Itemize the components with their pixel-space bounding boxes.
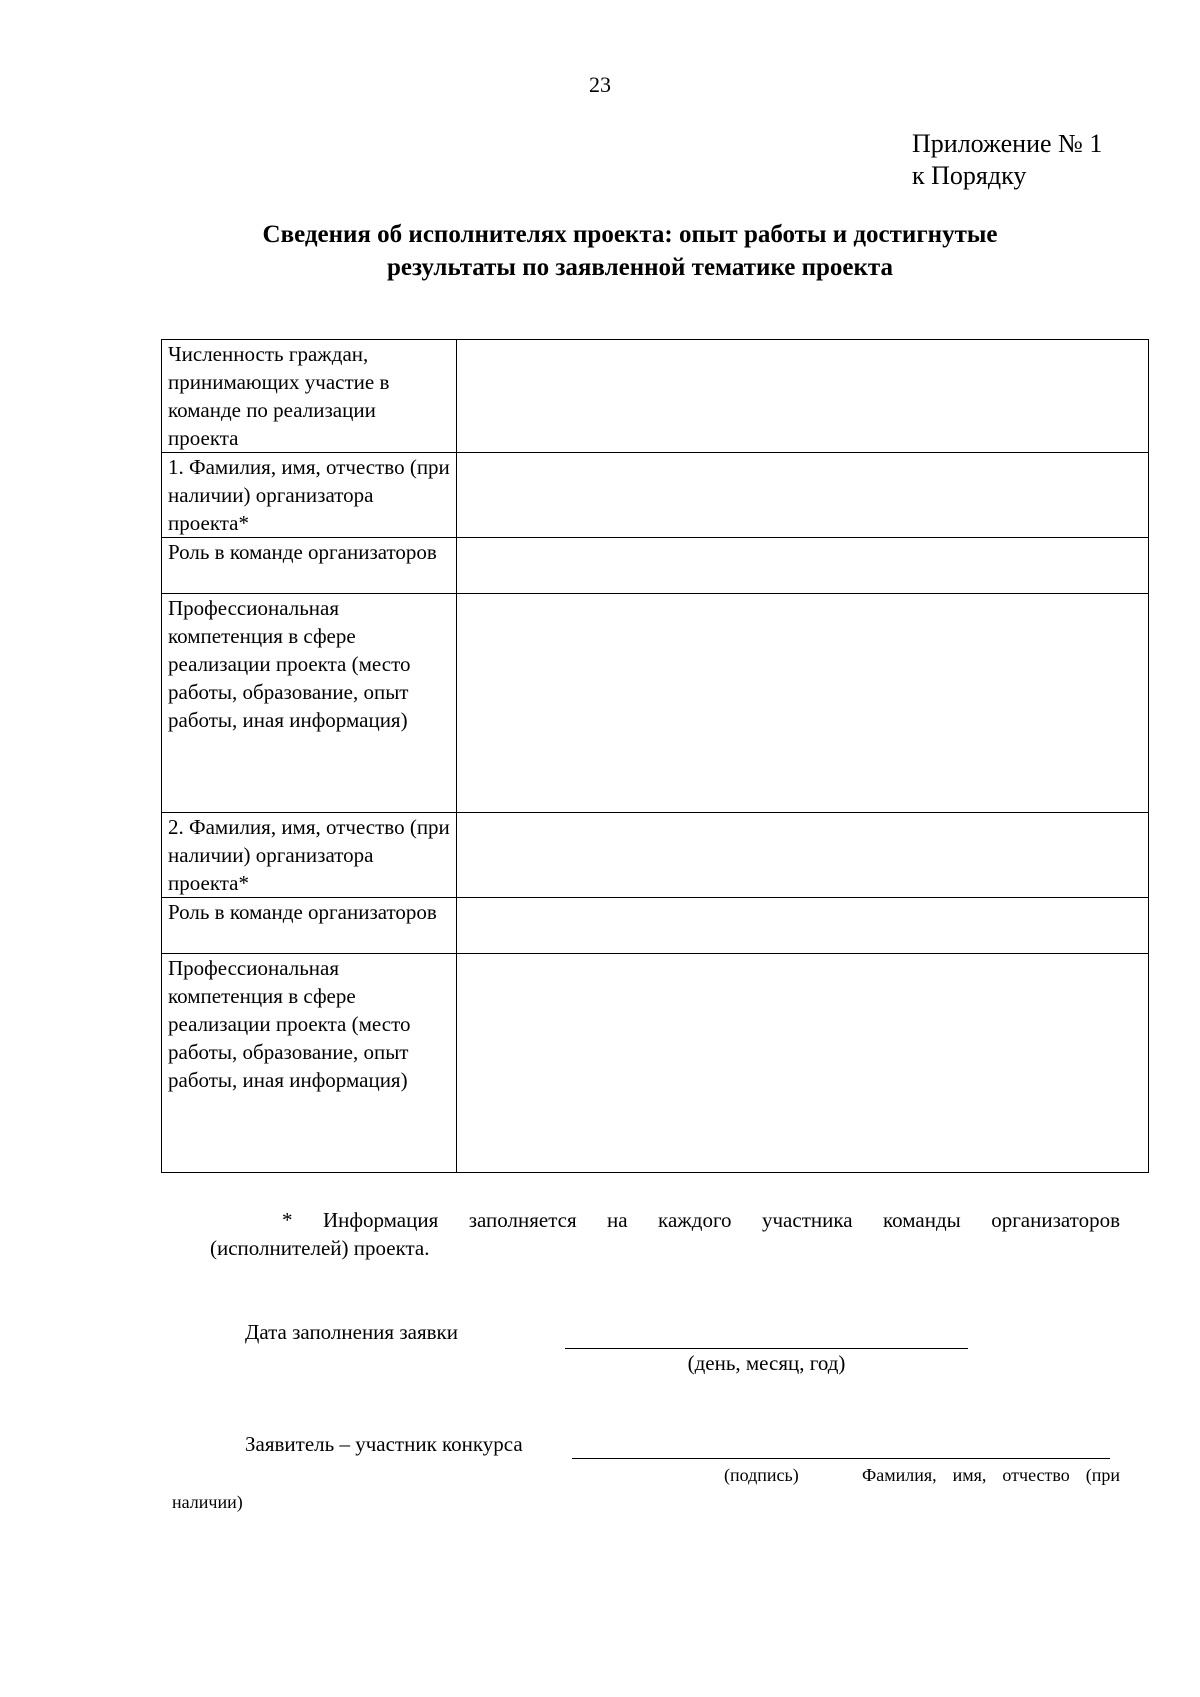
row-value-organizer-2-name[interactable] — [457, 813, 1149, 898]
row-value-organizer-1-role[interactable] — [457, 538, 1149, 594]
row-label-organizer-2-competence: Профессиональная компетенция в сфере реализации проекта (место работы, образование, опыт работы, иная информация) — [162, 954, 457, 1173]
table-row — [162, 954, 1149, 1173]
row-label-organizer-2-name: 2. Фамилия, имя, отчество (при наличии) организатора проекта* — [162, 813, 457, 898]
row-value-organizer-1-competence[interactable] — [457, 594, 1149, 813]
date-field-line[interactable] — [565, 1348, 968, 1349]
date-hint: (день, месяц, год) — [687, 1351, 846, 1375]
row-label-team-size: Численность граждан, принимающих участие в команде по реализации проекта — [162, 340, 457, 453]
appendix-line-2: к Порядку — [912, 161, 1027, 190]
footnote-line-1: * Информация заполняется на каждого участника команды организаторов — [282, 1208, 1120, 1232]
fio-hint-continuation: наличии) — [172, 1492, 243, 1512]
table-row — [162, 453, 1149, 538]
applicant-label: Заявитель – участник конкурса — [245, 1432, 523, 1456]
signature-hint: (подпись) — [724, 1465, 799, 1485]
fio-hint: Фамилия, имя, отчество (при — [862, 1465, 1120, 1485]
table-row — [162, 898, 1149, 954]
document-title-line-1: Сведения об исполнителях проекта: опыт работы и достигнутые — [262, 221, 998, 248]
row-label-organizer-1-name: 1. Фамилия, имя, отчество (при наличии) организатора проекта* — [162, 453, 457, 538]
row-label-organizer-1-role: Роль в команде организаторов — [162, 538, 457, 594]
table-row — [162, 813, 1149, 898]
appendix-reference — [912, 128, 1102, 192]
row-value-organizer-1-name[interactable] — [457, 453, 1149, 538]
table-row — [162, 340, 1149, 453]
executors-form-table — [161, 339, 1149, 1173]
row-label-organizer-2-role: Роль в команде организаторов — [162, 898, 457, 954]
page-number: 23 — [589, 72, 611, 97]
footnote — [210, 1206, 1120, 1262]
date-label: Дата заполнения заявки — [245, 1320, 458, 1344]
row-value-organizer-2-competence[interactable] — [457, 954, 1149, 1173]
document-title — [100, 218, 1100, 284]
document-title-line-2: результаты по заявленной тематике проекта — [387, 254, 893, 281]
appendix-line-1: Приложение № 1 — [912, 129, 1103, 158]
row-value-organizer-2-role[interactable] — [457, 898, 1149, 954]
row-value-team-size[interactable] — [457, 340, 1149, 453]
table-row — [162, 538, 1149, 594]
table-row — [162, 594, 1149, 813]
footnote-line-2: (исполнителей) проекта. — [210, 1236, 430, 1260]
applicant-signature-line[interactable] — [572, 1458, 1110, 1459]
row-label-organizer-1-competence: Профессиональная компетенция в сфере реализации проекта (место работы, образование, опыт работы, иная информация) — [162, 594, 457, 813]
